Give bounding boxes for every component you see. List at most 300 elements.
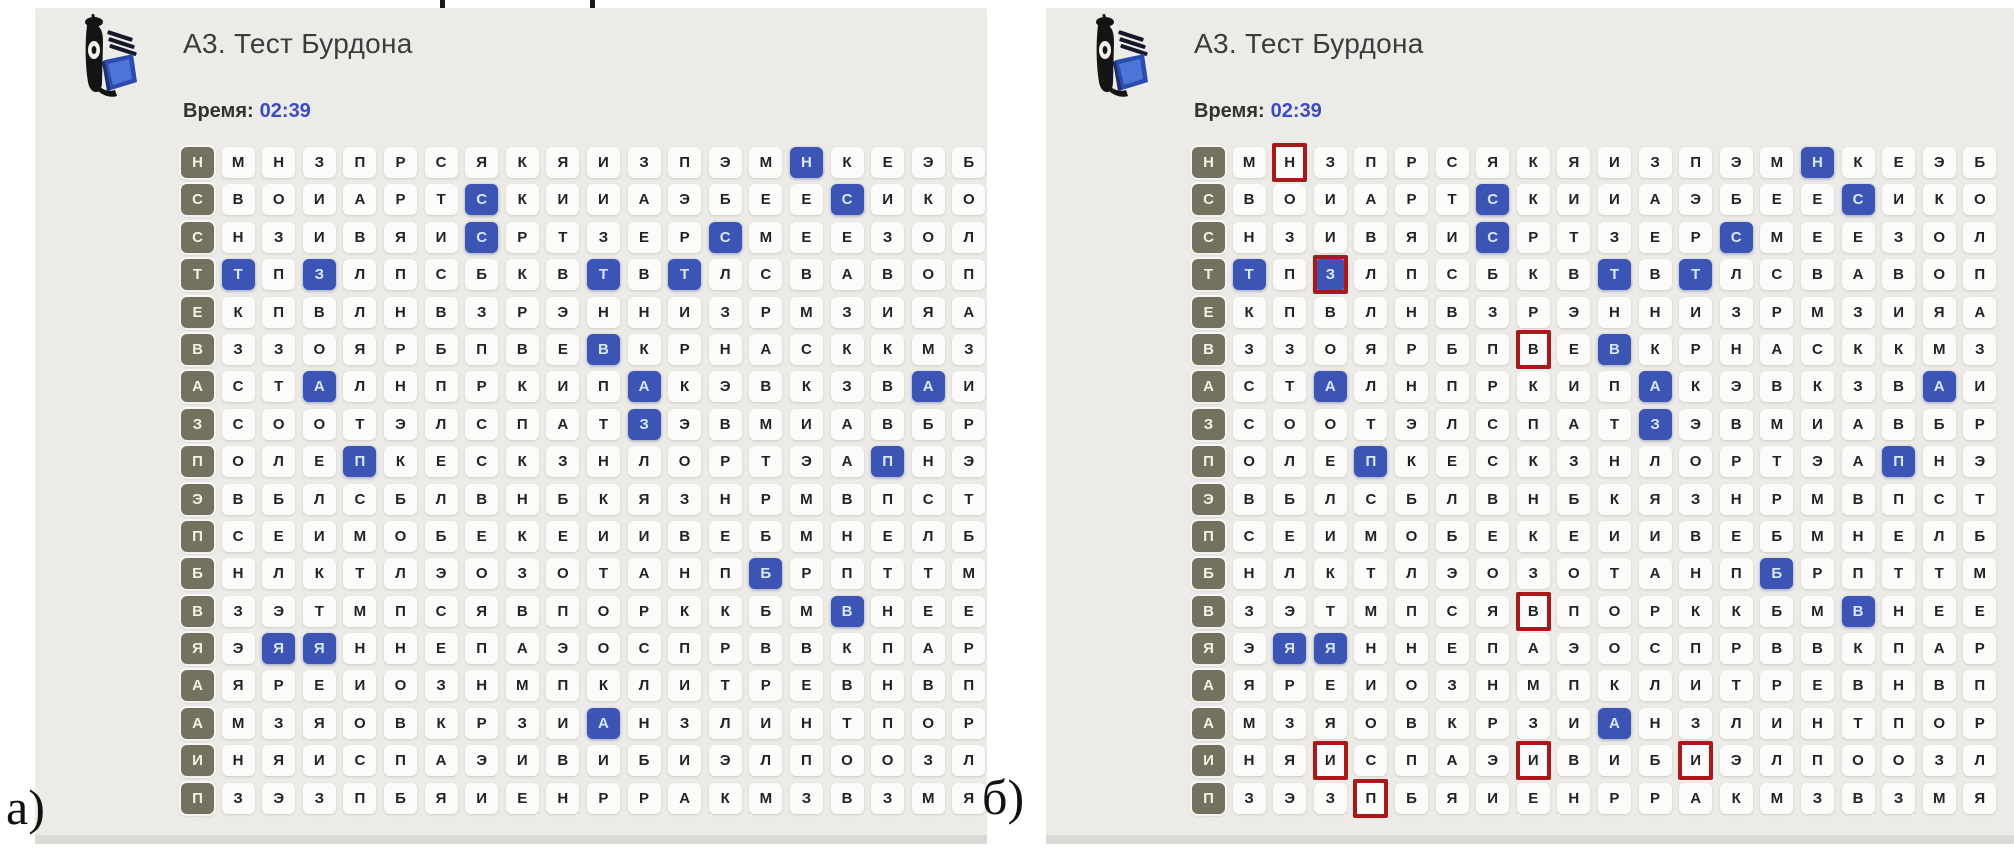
letter-cell[interactable]: В <box>1233 484 1266 515</box>
letter-cell[interactable]: Э <box>384 409 417 440</box>
letter-cell[interactable]: К <box>425 708 458 739</box>
letter-cell[interactable]: К <box>1882 334 1915 365</box>
letter-cell[interactable]: Л <box>709 708 742 739</box>
letter-cell[interactable]: М <box>1517 670 1550 701</box>
letter-cell[interactable]: Л <box>1436 484 1469 515</box>
letter-cell[interactable]: Н <box>384 297 417 328</box>
letter-cell[interactable]: И <box>749 708 782 739</box>
letter-cell[interactable]: Е <box>262 521 295 552</box>
letter-cell[interactable]: В <box>465 484 498 515</box>
letter-cell[interactable]: П <box>871 708 904 739</box>
letter-cell[interactable]: Н <box>1395 297 1428 328</box>
letter-cell[interactable]: Н <box>1598 297 1631 328</box>
letter-cell[interactable]: Л <box>343 297 376 328</box>
letter-cell[interactable]: О <box>1923 222 1956 253</box>
letter-cell[interactable]: В <box>831 670 864 701</box>
letter-cell[interactable]: Н <box>1557 783 1590 814</box>
letter-cell[interactable]: З <box>1882 783 1915 814</box>
letter-cell[interactable]: О <box>871 745 904 776</box>
horizontal-scrollbar-track[interactable] <box>1046 835 2014 844</box>
letter-cell[interactable]: О <box>1679 446 1712 477</box>
letter-cell-selected[interactable]: Б <box>1760 558 1793 589</box>
letter-cell[interactable]: К <box>831 147 864 178</box>
letter-cell[interactable]: Я <box>1354 334 1387 365</box>
letter-cell[interactable]: З <box>1517 558 1550 589</box>
letter-cell[interactable]: В <box>871 371 904 402</box>
letter-cell-selected[interactable]: Т <box>1679 259 1712 290</box>
letter-cell-selected[interactable]: Т <box>587 259 620 290</box>
letter-cell[interactable]: Э <box>1679 184 1712 215</box>
letter-cell[interactable]: П <box>465 633 498 664</box>
letter-cell[interactable]: Е <box>1801 222 1834 253</box>
letter-cell[interactable]: В <box>831 783 864 814</box>
letter-cell[interactable]: П <box>1436 371 1469 402</box>
letter-cell[interactable]: К <box>1517 147 1550 178</box>
letter-cell[interactable]: П <box>709 558 742 589</box>
letter-cell[interactable]: В <box>1801 633 1834 664</box>
letter-cell[interactable]: О <box>465 558 498 589</box>
letter-cell[interactable]: К <box>1598 484 1631 515</box>
letter-cell[interactable]: Я <box>1436 783 1469 814</box>
letter-cell[interactable]: Н <box>506 484 539 515</box>
letter-cell[interactable]: П <box>343 147 376 178</box>
letter-cell[interactable]: П <box>506 409 539 440</box>
letter-cell[interactable]: Б <box>1760 596 1793 627</box>
letter-cell[interactable]: Б <box>1436 334 1469 365</box>
letter-cell[interactable]: А <box>1842 259 1875 290</box>
letter-cell[interactable]: З <box>831 297 864 328</box>
letter-cell[interactable]: А <box>1639 184 1672 215</box>
letter-cell[interactable]: Н <box>222 745 255 776</box>
letter-cell[interactable]: Е <box>1963 596 1996 627</box>
letter-cell[interactable]: Р <box>465 708 498 739</box>
letter-cell[interactable]: И <box>1557 371 1590 402</box>
letter-cell[interactable]: Л <box>709 259 742 290</box>
letter-cell[interactable]: Т <box>1842 708 1875 739</box>
letter-cell[interactable]: М <box>790 521 823 552</box>
letter-cell[interactable]: Т <box>1720 670 1753 701</box>
letter-cell[interactable]: В <box>790 259 823 290</box>
letter-cell-selected[interactable]: В <box>1842 596 1875 627</box>
letter-cell[interactable]: Э <box>912 147 945 178</box>
letter-cell[interactable]: Р <box>1679 222 1712 253</box>
letter-cell[interactable]: В <box>546 745 579 776</box>
letter-cell[interactable]: Е <box>1720 521 1753 552</box>
letter-cell[interactable]: Л <box>384 558 417 589</box>
letter-cell[interactable]: Б <box>1476 259 1509 290</box>
letter-cell[interactable]: А <box>831 446 864 477</box>
letter-cell[interactable]: П <box>668 633 701 664</box>
letter-cell[interactable]: С <box>749 259 782 290</box>
letter-cell[interactable]: З <box>587 222 620 253</box>
letter-cell[interactable]: Э <box>425 558 458 589</box>
letter-cell[interactable]: З <box>1842 371 1875 402</box>
letter-cell[interactable]: И <box>790 409 823 440</box>
letter-cell[interactable]: А <box>952 297 985 328</box>
letter-cell-selected[interactable]: Н <box>1801 147 1834 178</box>
letter-cell[interactable]: О <box>587 633 620 664</box>
letter-cell[interactable]: О <box>1395 521 1428 552</box>
letter-cell[interactable]: П <box>1476 633 1509 664</box>
letter-cell[interactable]: Н <box>1842 521 1875 552</box>
letter-cell[interactable]: Б <box>749 596 782 627</box>
letter-cell[interactable]: И <box>1314 745 1347 776</box>
letter-cell[interactable]: З <box>222 783 255 814</box>
letter-cell[interactable]: Я <box>1923 297 1956 328</box>
letter-cell[interactable]: М <box>1760 783 1793 814</box>
letter-cell[interactable]: И <box>587 184 620 215</box>
letter-cell[interactable]: И <box>871 297 904 328</box>
letter-cell[interactable]: И <box>1598 521 1631 552</box>
letter-cell[interactable]: Н <box>912 446 945 477</box>
letter-cell[interactable]: А <box>1517 633 1550 664</box>
letter-cell[interactable]: В <box>222 184 255 215</box>
letter-cell[interactable]: Т <box>1314 596 1347 627</box>
letter-cell[interactable]: Т <box>1598 409 1631 440</box>
letter-cell[interactable]: Э <box>1720 371 1753 402</box>
letter-cell[interactable]: З <box>831 371 864 402</box>
letter-cell[interactable]: К <box>587 670 620 701</box>
letter-cell[interactable]: В <box>1557 259 1590 290</box>
letter-cell[interactable]: Л <box>1273 558 1306 589</box>
letter-cell[interactable]: П <box>384 596 417 627</box>
letter-cell[interactable]: Т <box>587 558 620 589</box>
letter-cell[interactable]: Е <box>749 184 782 215</box>
letter-cell[interactable]: Н <box>384 633 417 664</box>
letter-cell[interactable]: Н <box>546 783 579 814</box>
letter-cell[interactable]: О <box>1882 745 1915 776</box>
letter-cell[interactable]: Б <box>1760 521 1793 552</box>
letter-cell[interactable]: Я <box>1314 708 1347 739</box>
letter-cell[interactable]: Е <box>790 670 823 701</box>
letter-cell[interactable]: З <box>709 297 742 328</box>
letter-cell-selected[interactable]: Н <box>790 147 823 178</box>
letter-cell[interactable]: Б <box>425 521 458 552</box>
letter-cell[interactable]: О <box>1598 633 1631 664</box>
letter-cell[interactable]: Н <box>1476 670 1509 701</box>
letter-cell[interactable]: Э <box>709 745 742 776</box>
letter-cell[interactable]: Н <box>709 334 742 365</box>
letter-cell[interactable]: Н <box>1273 147 1306 178</box>
letter-cell[interactable]: М <box>749 409 782 440</box>
letter-cell[interactable]: О <box>1273 184 1306 215</box>
letter-cell[interactable]: И <box>546 184 579 215</box>
letter-cell[interactable]: Е <box>1801 670 1834 701</box>
letter-cell[interactable]: Е <box>506 783 539 814</box>
letter-cell[interactable]: М <box>790 484 823 515</box>
letter-cell[interactable]: Т <box>1354 558 1387 589</box>
letter-cell[interactable]: З <box>668 708 701 739</box>
letter-cell[interactable]: З <box>1314 147 1347 178</box>
letter-cell[interactable]: И <box>1557 184 1590 215</box>
letter-cell[interactable]: И <box>871 184 904 215</box>
letter-cell[interactable]: П <box>1395 596 1428 627</box>
letter-cell[interactable]: М <box>1923 334 1956 365</box>
letter-cell[interactable]: В <box>668 521 701 552</box>
letter-cell[interactable]: Л <box>262 558 295 589</box>
letter-cell[interactable]: Н <box>871 596 904 627</box>
letter-cell[interactable]: П <box>1882 708 1915 739</box>
letter-cell[interactable]: Я <box>952 783 985 814</box>
letter-cell[interactable]: Б <box>384 484 417 515</box>
letter-cell[interactable]: К <box>790 371 823 402</box>
letter-cell[interactable]: К <box>1436 708 1469 739</box>
letter-cell[interactable]: Р <box>1801 558 1834 589</box>
letter-cell[interactable]: В <box>1314 297 1347 328</box>
letter-cell[interactable]: М <box>749 783 782 814</box>
letter-cell[interactable]: К <box>1598 670 1631 701</box>
letter-cell-selected[interactable]: А <box>1314 371 1347 402</box>
letter-cell[interactable]: З <box>1923 745 1956 776</box>
letter-cell[interactable]: Е <box>1557 521 1590 552</box>
letter-cell[interactable]: Р <box>1639 596 1672 627</box>
letter-cell[interactable]: Н <box>709 484 742 515</box>
letter-cell[interactable]: Р <box>262 670 295 701</box>
letter-cell-selected[interactable]: А <box>628 371 661 402</box>
letter-cell[interactable]: И <box>465 783 498 814</box>
letter-cell-selected[interactable]: С <box>1476 184 1509 215</box>
letter-cell[interactable]: Б <box>1436 521 1469 552</box>
letter-cell[interactable]: Т <box>303 596 336 627</box>
letter-cell[interactable]: Е <box>912 596 945 627</box>
letter-cell[interactable]: Р <box>506 222 539 253</box>
letter-cell[interactable]: Б <box>1557 484 1590 515</box>
letter-cell[interactable]: О <box>668 446 701 477</box>
letter-cell[interactable]: В <box>1476 484 1509 515</box>
letter-cell[interactable]: М <box>343 521 376 552</box>
letter-cell[interactable]: Н <box>343 633 376 664</box>
letter-cell[interactable]: Р <box>384 334 417 365</box>
letter-cell[interactable]: И <box>546 708 579 739</box>
letter-cell-selected[interactable]: В <box>831 596 864 627</box>
letter-cell[interactable]: В <box>1842 484 1875 515</box>
letter-cell[interactable]: К <box>506 184 539 215</box>
letter-cell[interactable]: В <box>1760 371 1793 402</box>
letter-cell[interactable]: О <box>587 596 620 627</box>
letter-cell[interactable]: П <box>1842 558 1875 589</box>
letter-cell[interactable]: Р <box>1963 633 1996 664</box>
letter-cell[interactable]: Т <box>1963 484 1996 515</box>
letter-cell[interactable]: И <box>1679 297 1712 328</box>
letter-cell[interactable]: М <box>1923 783 1956 814</box>
letter-cell[interactable]: П <box>1882 633 1915 664</box>
letter-cell[interactable]: Е <box>1517 783 1550 814</box>
letter-cell[interactable]: В <box>1395 708 1428 739</box>
letter-cell[interactable]: М <box>749 222 782 253</box>
letter-cell[interactable]: М <box>790 297 823 328</box>
letter-cell[interactable]: К <box>1720 783 1753 814</box>
letter-cell[interactable]: Е <box>425 446 458 477</box>
letter-cell[interactable]: В <box>1517 334 1550 365</box>
letter-cell[interactable]: И <box>303 184 336 215</box>
letter-cell[interactable]: Л <box>1963 745 1996 776</box>
letter-cell[interactable]: И <box>1314 521 1347 552</box>
letter-cell[interactable]: А <box>1923 633 1956 664</box>
letter-cell[interactable]: З <box>1598 222 1631 253</box>
letter-cell[interactable]: Я <box>262 745 295 776</box>
letter-cell[interactable]: Б <box>1639 745 1672 776</box>
letter-cell[interactable]: Б <box>1963 147 1996 178</box>
letter-cell[interactable]: К <box>1517 184 1550 215</box>
letter-cell[interactable]: К <box>1679 596 1712 627</box>
letter-cell[interactable]: К <box>1517 521 1550 552</box>
letter-cell[interactable]: Т <box>1273 371 1306 402</box>
letter-cell[interactable]: Т <box>1598 558 1631 589</box>
letter-cell[interactable]: П <box>831 558 864 589</box>
letter-cell-selected[interactable]: С <box>1842 184 1875 215</box>
letter-cell[interactable]: Е <box>303 446 336 477</box>
letter-cell-selected[interactable]: Т <box>668 259 701 290</box>
letter-cell[interactable]: Э <box>709 371 742 402</box>
letter-cell[interactable]: Я <box>1963 783 1996 814</box>
letter-cell-selected[interactable]: С <box>465 222 498 253</box>
letter-cell[interactable]: И <box>587 147 620 178</box>
letter-cell[interactable]: П <box>262 259 295 290</box>
letter-cell[interactable]: Р <box>952 409 985 440</box>
letter-cell[interactable]: Э <box>262 596 295 627</box>
letter-cell[interactable]: П <box>871 484 904 515</box>
letter-cell[interactable]: П <box>546 596 579 627</box>
letter-cell[interactable]: Б <box>628 745 661 776</box>
letter-cell[interactable]: И <box>303 521 336 552</box>
letter-cell[interactable]: Э <box>668 409 701 440</box>
letter-cell[interactable]: Р <box>709 446 742 477</box>
letter-cell[interactable]: З <box>1436 670 1469 701</box>
letter-cell[interactable]: Л <box>1720 259 1753 290</box>
letter-cell[interactable]: П <box>425 371 458 402</box>
letter-cell[interactable]: Э <box>952 446 985 477</box>
letter-cell[interactable]: Л <box>425 409 458 440</box>
letter-cell[interactable]: З <box>222 596 255 627</box>
letter-cell[interactable]: М <box>1801 521 1834 552</box>
letter-cell[interactable]: К <box>1517 259 1550 290</box>
letter-cell[interactable]: А <box>628 184 661 215</box>
letter-cell[interactable]: Е <box>1436 633 1469 664</box>
letter-cell[interactable]: М <box>1354 521 1387 552</box>
letter-cell[interactable]: Н <box>668 558 701 589</box>
letter-cell[interactable]: Л <box>1760 745 1793 776</box>
letter-cell[interactable]: И <box>668 670 701 701</box>
letter-cell[interactable]: О <box>343 708 376 739</box>
letter-cell[interactable]: И <box>1882 184 1915 215</box>
letter-cell[interactable]: Р <box>1720 633 1753 664</box>
letter-cell[interactable]: О <box>1314 409 1347 440</box>
letter-cell[interactable]: Я <box>1639 484 1672 515</box>
letter-cell[interactable]: М <box>912 783 945 814</box>
letter-cell[interactable]: Л <box>1923 521 1956 552</box>
letter-cell[interactable]: П <box>1801 745 1834 776</box>
letter-cell[interactable]: Р <box>1963 708 1996 739</box>
letter-cell[interactable]: З <box>222 334 255 365</box>
letter-cell[interactable]: Я <box>465 596 498 627</box>
letter-cell[interactable]: Э <box>1273 596 1306 627</box>
letter-cell[interactable]: В <box>1882 371 1915 402</box>
letter-cell[interactable]: Б <box>262 484 295 515</box>
letter-cell[interactable]: З <box>871 222 904 253</box>
letter-cell[interactable]: Н <box>1720 334 1753 365</box>
letter-cell[interactable]: И <box>546 371 579 402</box>
letter-cell[interactable]: Т <box>1923 558 1956 589</box>
letter-cell[interactable]: Н <box>871 670 904 701</box>
letter-cell[interactable]: Н <box>1720 484 1753 515</box>
letter-cell[interactable]: П <box>1395 259 1428 290</box>
letter-cell[interactable]: З <box>1233 596 1266 627</box>
letter-cell[interactable]: К <box>628 334 661 365</box>
letter-cell[interactable]: Р <box>749 670 782 701</box>
letter-cell[interactable]: В <box>506 596 539 627</box>
letter-cell[interactable]: П <box>465 334 498 365</box>
letter-cell[interactable]: И <box>1354 670 1387 701</box>
letter-cell[interactable]: З <box>1679 708 1712 739</box>
letter-cell[interactable]: И <box>1882 297 1915 328</box>
letter-cell[interactable]: С <box>1354 484 1387 515</box>
letter-cell[interactable]: Р <box>1963 409 1996 440</box>
letter-cell[interactable]: С <box>1436 147 1469 178</box>
letter-cell[interactable]: И <box>1801 409 1834 440</box>
letter-cell[interactable]: З <box>1720 297 1753 328</box>
letter-cell[interactable]: Н <box>1639 297 1672 328</box>
letter-cell[interactable]: Л <box>262 446 295 477</box>
letter-cell[interactable]: И <box>1598 184 1631 215</box>
letter-cell[interactable]: И <box>952 371 985 402</box>
letter-cell[interactable]: Э <box>1557 633 1590 664</box>
letter-cell[interactable]: В <box>1760 633 1793 664</box>
letter-cell[interactable]: З <box>1801 783 1834 814</box>
letter-cell[interactable]: З <box>1639 147 1672 178</box>
letter-cell[interactable]: Н <box>222 222 255 253</box>
letter-cell[interactable]: Н <box>1395 371 1428 402</box>
letter-cell[interactable]: М <box>952 558 985 589</box>
letter-cell[interactable]: В <box>871 409 904 440</box>
letter-cell[interactable]: М <box>1760 222 1793 253</box>
letter-cell[interactable]: Р <box>1679 334 1712 365</box>
letter-cell[interactable]: Э <box>1963 446 1996 477</box>
letter-cell[interactable]: Э <box>1557 297 1590 328</box>
letter-cell[interactable]: А <box>1842 446 1875 477</box>
letter-cell[interactable]: И <box>1314 184 1347 215</box>
letter-cell-selected[interactable]: С <box>709 222 742 253</box>
letter-cell[interactable]: Е <box>1639 222 1672 253</box>
letter-cell[interactable]: Я <box>1476 596 1509 627</box>
letter-cell[interactable]: К <box>506 259 539 290</box>
letter-cell[interactable]: Э <box>1273 783 1306 814</box>
letter-cell-selected[interactable]: А <box>912 371 945 402</box>
letter-cell[interactable]: Н <box>790 708 823 739</box>
letter-cell[interactable]: Е <box>303 670 336 701</box>
letter-cell[interactable]: И <box>1557 708 1590 739</box>
letter-cell[interactable]: Р <box>587 783 620 814</box>
letter-cell[interactable]: А <box>425 745 458 776</box>
letter-cell[interactable]: П <box>1679 633 1712 664</box>
letter-cell-selected[interactable]: С <box>1476 222 1509 253</box>
letter-cell[interactable]: Р <box>1476 371 1509 402</box>
letter-cell[interactable]: З <box>912 745 945 776</box>
letter-cell[interactable]: М <box>343 596 376 627</box>
letter-cell[interactable]: М <box>222 147 255 178</box>
letter-cell[interactable]: Л <box>1354 297 1387 328</box>
letter-cell[interactable]: П <box>1354 783 1387 814</box>
letter-cell[interactable]: Р <box>1598 783 1631 814</box>
letter-cell[interactable]: В <box>384 708 417 739</box>
letter-cell[interactable]: О <box>222 446 255 477</box>
letter-cell[interactable]: Т <box>1354 409 1387 440</box>
letter-cell[interactable]: Р <box>1760 297 1793 328</box>
letter-cell[interactable]: Э <box>1233 633 1266 664</box>
letter-cell[interactable]: С <box>1354 745 1387 776</box>
letter-cell[interactable]: И <box>1639 521 1672 552</box>
letter-cell[interactable]: Р <box>668 334 701 365</box>
letter-cell[interactable]: О <box>546 558 579 589</box>
